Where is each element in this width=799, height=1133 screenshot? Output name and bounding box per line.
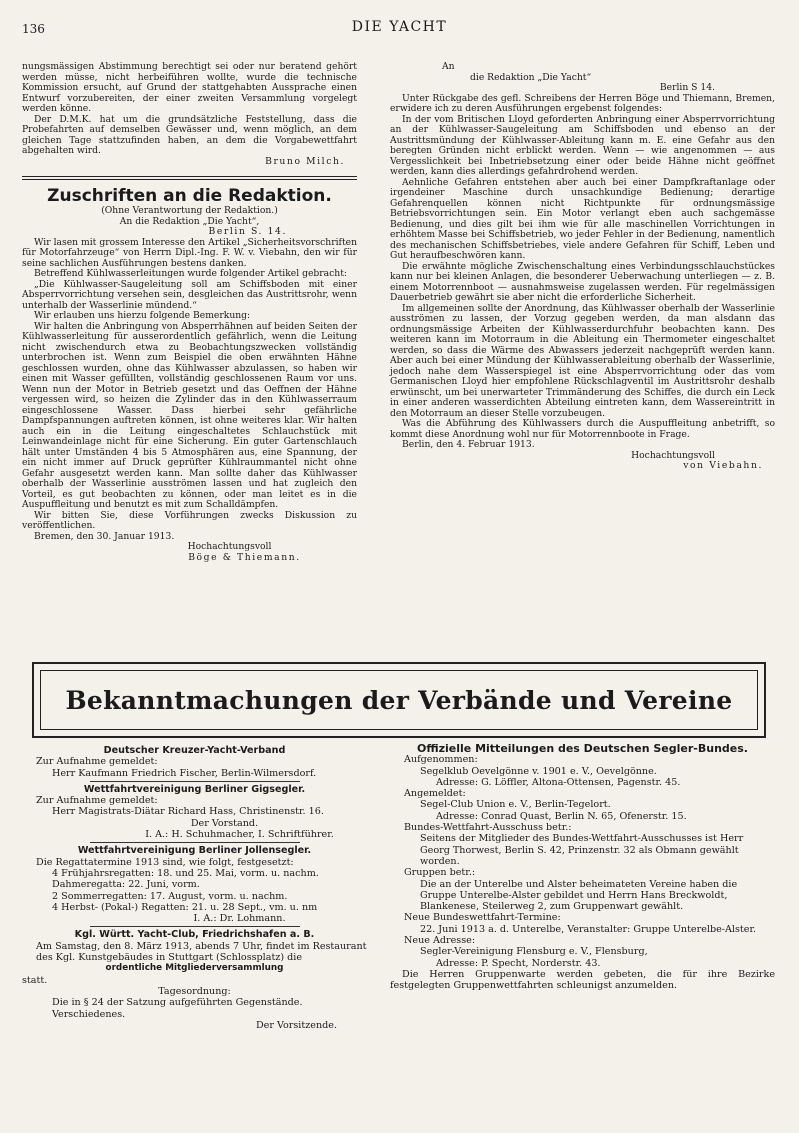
notice-line: 4 Frühjahrsregatten: 18. und 25. Mai, vorm. u. nachm. <box>52 867 319 879</box>
notice-line: Neue Adresse: <box>404 935 476 947</box>
notice-line: Herr Kaufmann Friedrich Fischer, Berlin-Wilmersdorf. <box>52 767 317 779</box>
signature: Bruno Milch. <box>265 155 345 167</box>
notice-heading: Wettfahrtvereinigung Berliner Jollensegler. <box>77 845 312 857</box>
paragraph: Die erwähnte mögliche Zwischenschaltung eines Verbindungsschlauchstückes kann nur bei kleinen Anlagen, die besonderer Ueberwachung unterliegen — z. B. einem Motorrennboot — ausnahmsweise zugelassen werden. Für regelmässigen Dauerbetrieb gewährt sie aber nicht die erforderliche Sicherheit. <box>390 260 775 303</box>
letter-article <box>22 186 357 563</box>
left-column-top <box>22 62 357 167</box>
divider <box>90 781 300 782</box>
article-subtitle: (Ohne Verantwortung der Redaktion.) <box>101 205 278 216</box>
paragraph: Im allgemeinen sollte der Anordnung, das Kühlwasser oberhalb der Wasserlinie ausströmen zu lassen, der Vorzug gegeben werden, da man alsdann das ordnungsmässige Arbeiten der Kühlwasserdurchfuhr beobachten kann. Des weiteren kann im Motorraum in die Ableitung ein Thermometer eingeschaltet werden, so dass die Wärme des Abwassers jederzeit nachgeprüft werden kann. Aber auch bei einer Mündung der Kühlwasserableitung oberhalb der Wasserlinie, jedoch nahe dem Wasserspiegel ist eine Absperrvorrichtung oder das vom Germanischen Lloyd hier empfohlene Rückschlagventil im Austrittsrohr deshalb erwünscht, um bei unerwarteter Trimmänderung des Schiffes, die durch ein Leck in einer anderen wasserdichten Abteilung eintreten kann, dem Wassereintritt in den Motorraum an dieser Stelle vorzubeugen. <box>390 302 775 419</box>
notice-line: Am Samstag, den 8. März 1913, abends 7 Uhr, findet im Restaurant des Kgl. Kunstgebäudes in Stuttgart (Schlossplatz) die <box>36 940 367 964</box>
notice-line: Die Regattatermine 1913 sind, wie folgt, festgesetzt: <box>36 856 294 868</box>
notice-line: Gruppen betr.: <box>404 867 476 879</box>
left-notices <box>22 745 367 1031</box>
notice-line: Herr Magistrats-Diätar Richard Hass, Christinenstr. 16. <box>52 806 324 818</box>
city: Berlin S. 14. <box>208 226 287 237</box>
notice-line: 22. Juni 1913 a. d. Unterelbe, Veranstalter: Gruppe Unterelbe-Alster. <box>420 923 757 935</box>
paragraph: In der vom Britischen Lloyd geforderten Anbringung einer Absperrvorrichtung an der Kühlwasser-Saugeleitung am Schiffsboden und ebenso an der Austrittsmündung der Kühlwasser-Ableitung kann m. E. eine Gefahr aus den beregten Gründen nicht erblickt werden. Wenn — wie angenommen — aus Vergesslichkeit bei Inbetriebsetzung einer oder beide Hähne nicht geöffnet werden, kann dies allerdings gefahrdrohend werden. <box>390 113 775 177</box>
notice-line: ordentliche Mitgliederversammlung <box>105 963 284 974</box>
right-notices <box>390 743 775 992</box>
notice-line: I. A.: Dr. Lohmann. <box>193 913 286 925</box>
reply-to: An <box>442 61 455 72</box>
divider <box>90 842 300 843</box>
notice-line: 4 Herbst- (Pokal-) Regatten: 21. u. 28 Sept., vm. u. nm <box>52 901 318 913</box>
notice-line: statt. <box>22 974 48 986</box>
date-line: Berlin, den 4. Februar 1913. <box>402 439 535 450</box>
paragraph: Der D.M.K. hat um die grundsätzliche Feststellung, dass die Probefahrten auf demselben Gewässer und, wenn möglich, an dem gleichen Tage stattzufinden haben, an dem die Vorgabewettfahrt abgehalten wird. <box>22 113 357 156</box>
addressee: An die Redaktion „Die Yacht“, <box>119 215 260 227</box>
notice-line: I. A.: H. Schuhmacher, I. Schriftführer. <box>145 829 334 841</box>
closing: Hochachtungsvoll <box>631 449 715 461</box>
divider <box>22 176 357 177</box>
reply-addressee: die Redaktion „Die Yacht“ <box>470 71 592 83</box>
paragraph: Unter Rückgabe des gefl. Schreibens der Herren Böge und Thiemann, Bremen, erwidere ich zu deren Ausführungen ergebenst folgendes: <box>390 92 775 114</box>
signer: von Viebahn. <box>683 460 763 471</box>
banner-frame <box>40 670 758 730</box>
notice-line: Adresse: G. Löffler, Altona-Ottensen, Pagenstr. 45. <box>436 776 681 788</box>
banner-title: Bekanntmachungen der Verbände und Vereine <box>65 685 733 715</box>
notice-line: Adresse: P. Specht, Norderstr. 43. <box>436 957 601 969</box>
closing: Hochachtungsvoll <box>187 541 272 552</box>
notice-line: Verschiedenes. <box>52 1008 126 1020</box>
paragraph: Betreffend Kühlwasserleitungen wurde folgender Artikel gebracht: <box>34 268 348 279</box>
continuation-paragraph: nungsmässigen Abstimmung berechtigt sei oder nur beratend gehört werden müsse, nicht herbeiführen wollte, wurde die technische Kommission ersucht, auf Grund der stattgehabten Aussprache einen Entwurf vorzubereiten, der einer zweiten Versammlung vorgelegt werden könne. <box>22 61 357 114</box>
date-line: Bremen, den 30. Januar 1913. <box>34 530 175 542</box>
notice-line: Die Herren Gruppenwarte werden gebeten, die für ihre Bezirke festgelegten Gruppenwettfahrten schleunigst anzumelden. <box>390 968 775 992</box>
page-number: 136 <box>22 22 45 36</box>
notice-line: Bundes-Wettfahrt-Ausschuss betr.: <box>404 822 572 834</box>
paragraph: Wir halten die Anbringung von Absperrhähnen auf beiden Seiten der Kühlwasserleitung für ausserordentlich gefährlich, wenn die Leitung nicht zwischendurch etwa zu Beobachtungszwecken vollständig unterbrochen ist. Wenn zum Beispiel die oben erwähnten Hähne geschlossen wurden, ohne das Kühlwasser abzulassen, so haben wir einen mit Wasser gefüllten, vollständig geschlossenen Raum vor uns. Wenn nun der Motor in Betrieb gesetzt und das Oeffnen der Hähne vergessen wird, so heizen die Zylinder das in den Kühlwasserraum eingeschlossene Wasser. Dass hierbei sehr gefährliche Dampfspannungen auftreten können, ist ohne weiteres klar. Wir halten auch ein in die Leitung eingeschaltetes Schlauchstück mit Leinwandeinlage nicht für eine Sicherung. Ein guter Gartenschlauch hält unter Umständen 4 bis 5 Atmosphären aus, eine Spannung, der ein nicht immer auf Druck geprüfter Kühlraummantel nicht ohne Gefahr ausgesetzt werden kann. Man sollte daher das Kühlwasser oberhalb der Wasserlinie ausströmen lassen und hat zugleich den Vorteil, es gut beobachten zu können, oder man leitet es in die Auspuffleitung und benutzt es mit zum Schalldämpfen. <box>22 320 357 510</box>
notice-line: Segelklub Oevelgönne v. 1901 e. V., Oevelgönne. <box>420 765 657 777</box>
article-title: Zuschriften an die Redaktion. <box>47 186 332 206</box>
notice-heading: Offizielle Mitteilungen des Deutschen Segler-Bundes. <box>417 742 748 755</box>
reply-city: Berlin S 14. <box>659 82 715 93</box>
notice-line: Angemeldet: <box>404 788 466 800</box>
notice-line: Der Vorsitzende. <box>255 1019 337 1031</box>
paragraph: Wir erlauben uns hierzu folgende Bemerkung: <box>34 310 251 321</box>
notice-line: Zur Aufnahme gemeldet: <box>36 756 158 768</box>
quote: „Die Kühlwasser-Saugeleitung soll am Schiffsboden mit einer Absperrvorrichtung versehen sein, desgleichen das Austrittsrohr, wenn unterhalb der Wasserlinie mündend.“ <box>22 278 357 311</box>
notice-heading: Wettfahrtvereinigung Berliner Gigsegler. <box>83 783 306 795</box>
notice-line: Seitens der Mitglieder des Bundes-Wettfahrt-Ausschusses ist Herr Georg Thorwest, Berlin S. 42, Prinzenstr. 32 als Obmann gewählt worden. <box>420 833 744 867</box>
notice-heading: Kgl. Württ. Yacht-Club, Friedrichshafen a. B. <box>74 929 315 941</box>
notice-line: Adresse: Conrad Quast, Berlin N. 65, Ofenerstr. 15. <box>436 810 687 822</box>
divider <box>22 179 357 180</box>
reply-letter <box>390 62 775 472</box>
notice-line: Zur Aufnahme gemeldet: <box>36 795 158 807</box>
notice-line: Die an der Unterelbe und Alster beheimateten Vereine haben die Gruppe Unterelbe-Alster gebildet und Herrn Hans Breckwoldt, Blankenese, Steilerweg 2, zum Gruppenwart gewählt. <box>420 878 738 913</box>
notice-line: Segler-Vereinigung Flensburg e. V., Flensburg, <box>420 946 648 958</box>
signers: Böge & Thiemann. <box>188 551 301 563</box>
paragraph: Was die Abführung des Kühlwassers durch die Auspuffleitung anbetrifft, so kommt diese Anordnung wohl nur für Motorrennboote in Frage. <box>390 418 775 440</box>
notice-line: Aufgenommen: <box>404 754 478 766</box>
notice-heading: Deutscher Kreuzer-Yacht-Verband <box>103 745 286 756</box>
paragraph: Wir bitten Sie, diese Vorführungen zwecks Diskussion zu veröffentlichen. <box>22 509 357 531</box>
running-title: DIE YACHT <box>351 19 448 35</box>
paragraph: Wir lasen mit grossem Interesse den Artikel „Sicherheitsvorschriften für Motorfahrzeuge“ von Herrn Dipl.-Ing. F. W. v. Viebahn, den wir für seine sachlichen Ausführungen bestens danken. <box>22 236 357 269</box>
notice-line: Tagesordnung: <box>158 985 231 997</box>
paragraph: Aehnliche Gefahren entstehen aber auch bei einer Dampfkraftanlage oder irgendeiner Maschine durch unsachkundige Bedienung; derartige Gefahrenquellen können nicht Richtpunkte für ordnungsmässige Betriebsvorrichtungen sein. Ein Motor verlangt eben auch sachgemässe Bedienung, und dies gilt bei ihm wie für alle maschinellen Vorrichtungen in erhöhtem Masse bei Schiffsbetrieb, wo jeder Fehler in der Bedienung, namentlich des mechanischen Schiffsbetriebes, viele andere Gefahren für Schiff, Leben und Gut heraufbeschwören kann. <box>390 176 775 261</box>
notice-line: 2 Sommerregatten: 17. August, vorm. u. nachm. <box>52 890 288 902</box>
notice-line: Segel-Club Union e. V., Berlin-Tegelort. <box>420 799 611 811</box>
notice-line: Der Vorstand. <box>190 817 259 829</box>
divider <box>90 926 300 927</box>
section-banner <box>32 662 766 738</box>
notice-line: Neue Bundeswettfahrt-Termine: <box>404 912 561 924</box>
notice-line: Die in § 24 der Satzung aufgeführten Gegenstände. <box>52 997 303 1009</box>
notice-line: Dahmeregatta: 22. Juni, vorm. <box>52 879 200 891</box>
